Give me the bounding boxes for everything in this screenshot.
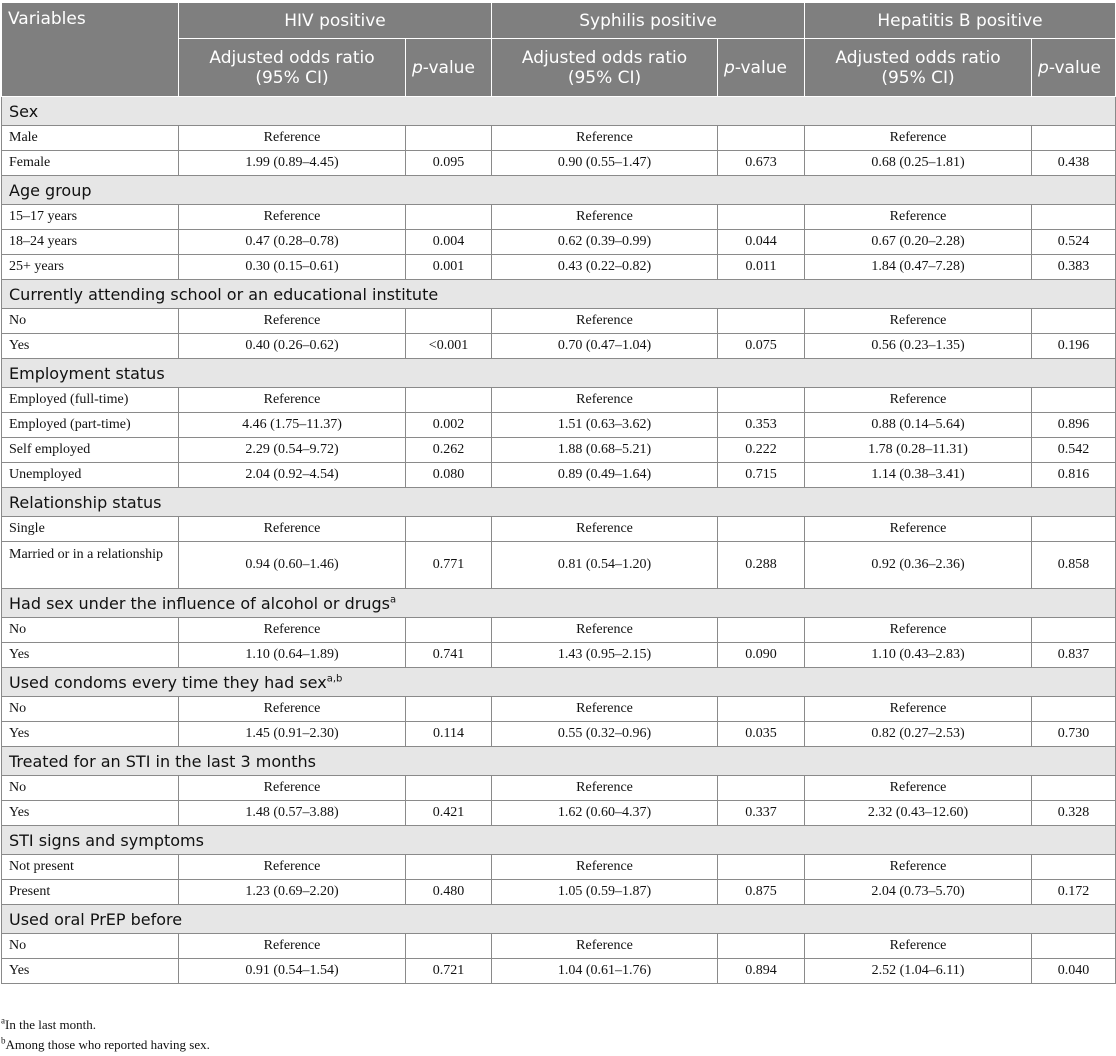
table-row	[2, 722, 1116, 747]
p-value-cell	[718, 618, 805, 643]
p-value-cell	[718, 776, 805, 801]
table-row	[2, 309, 1116, 334]
odds-ratio-cell: 1.05 (0.59–1.87)	[492, 880, 718, 905]
section-title: Employment status	[2, 359, 1116, 388]
odds-ratio-cell: 0.47 (0.28–0.78)	[179, 230, 406, 255]
odds-ratio-cell: Reference	[492, 205, 718, 230]
odds-ratio-cell: Reference	[179, 205, 406, 230]
or-header: Adjusted odds ratio (95% CI)	[179, 39, 406, 97]
p-value-cell	[1032, 517, 1116, 542]
section-header-row	[2, 176, 1116, 205]
p-value-cell: 0.816	[1032, 463, 1116, 488]
table-row	[2, 618, 1116, 643]
p-value-cell: 0.383	[1032, 255, 1116, 280]
p-value-cell: 0.044	[718, 230, 805, 255]
table-row	[2, 438, 1116, 463]
odds-ratio-cell: Reference	[805, 517, 1032, 542]
p-value-cell: 0.715	[718, 463, 805, 488]
odds-ratio-cell: 0.56 (0.23–1.35)	[805, 334, 1032, 359]
odds-ratio-cell: 0.89 (0.49–1.64)	[492, 463, 718, 488]
table-row	[2, 855, 1116, 880]
p-value-cell	[718, 205, 805, 230]
row-label: Employed (part-time)	[2, 413, 179, 438]
footnote: $^b$Among those who reported having sex.	[1, 1035, 210, 1052]
odds-ratio-cell: Reference	[492, 388, 718, 413]
row-label: Yes	[2, 801, 179, 826]
section-title: Sex	[2, 97, 1116, 126]
odds-ratio-cell: 1.10 (0.43–2.83)	[805, 643, 1032, 668]
p-value-cell: 0.222	[718, 438, 805, 463]
table-row	[2, 126, 1116, 151]
table-row	[2, 959, 1116, 984]
table-row	[2, 255, 1116, 280]
odds-ratio-cell: Reference	[805, 309, 1032, 334]
odds-ratio-cell: 2.04 (0.92–4.54)	[179, 463, 406, 488]
hepatitis-b-group-header: Hepatitis B positive	[805, 3, 1116, 39]
p-value-cell: 0.524	[1032, 230, 1116, 255]
table-body	[2, 97, 1116, 984]
section-title: Age group	[2, 176, 1116, 205]
p-value-cell	[406, 517, 492, 542]
odds-ratio-cell: Reference	[179, 388, 406, 413]
section-header-row	[2, 747, 1116, 776]
section-header-row	[2, 97, 1116, 126]
section-title: Treated for an STI in the last 3 months	[2, 747, 1116, 776]
or-header: Adjusted odds ratio (95% CI)	[492, 39, 718, 97]
odds-ratio-cell: Reference	[179, 126, 406, 151]
row-label: Yes	[2, 643, 179, 668]
odds-ratio-cell: Reference	[179, 776, 406, 801]
section-title: Had sex under the influence of alcohol or drugs$^a$	[2, 589, 1116, 618]
p-value-cell	[406, 776, 492, 801]
row-label: Self employed	[2, 438, 179, 463]
odds-ratio-cell: 0.62 (0.39–0.99)	[492, 230, 718, 255]
p-value-cell: 0.080	[406, 463, 492, 488]
row-label: No	[2, 309, 179, 334]
p-value-cell	[718, 855, 805, 880]
odds-ratio-cell: Reference	[492, 126, 718, 151]
table-row	[2, 801, 1116, 826]
table-row	[2, 643, 1116, 668]
odds-ratio-cell: 1.04 (0.61–1.76)	[492, 959, 718, 984]
odds-ratio-cell: 0.70 (0.47–1.04)	[492, 334, 718, 359]
odds-ratio-cell: 1.14 (0.38–3.41)	[805, 463, 1032, 488]
odds-ratio-cell: 0.88 (0.14–5.64)	[805, 413, 1032, 438]
odds-ratio-cell: 1.23 (0.69–2.20)	[179, 880, 406, 905]
p-value-cell	[406, 205, 492, 230]
p-value-cell: 0.894	[718, 959, 805, 984]
p-value-cell: 0.721	[406, 959, 492, 984]
p-value-cell: 0.011	[718, 255, 805, 280]
section-title: STI signs and symptoms	[2, 826, 1116, 855]
odds-ratio-cell: Reference	[805, 934, 1032, 959]
p-value-header: p-value	[1032, 39, 1116, 97]
odds-ratio-cell: 1.99 (0.89–4.45)	[179, 151, 406, 176]
odds-ratio-cell: 0.94 (0.60–1.46)	[179, 542, 406, 589]
table-header	[2, 3, 1116, 97]
odds-ratio-cell: Reference	[179, 618, 406, 643]
footnotes	[1, 1015, 210, 1055]
p-value-cell: 0.328	[1032, 801, 1116, 826]
p-value-cell	[406, 309, 492, 334]
odds-ratio-cell: Reference	[805, 205, 1032, 230]
row-label: No	[2, 618, 179, 643]
variables-header: Variables	[2, 3, 179, 97]
p-value-cell: 0.875	[718, 880, 805, 905]
row-label: Present	[2, 880, 179, 905]
section-header-row	[2, 826, 1116, 855]
odds-ratio-cell: Reference	[492, 776, 718, 801]
odds-ratio-cell: 0.43 (0.22–0.82)	[492, 255, 718, 280]
table-row	[2, 205, 1116, 230]
p-value-cell	[1032, 309, 1116, 334]
p-value-cell	[1032, 697, 1116, 722]
p-value-cell: 0.196	[1032, 334, 1116, 359]
odds-ratio-cell: 0.91 (0.54–1.54)	[179, 959, 406, 984]
row-label: 15–17 years	[2, 205, 179, 230]
odds-ratio-cell: 0.40 (0.26–0.62)	[179, 334, 406, 359]
odds-ratio-cell: Reference	[179, 855, 406, 880]
odds-ratio-cell: 1.45 (0.91–2.30)	[179, 722, 406, 747]
p-value-cell	[406, 388, 492, 413]
section-header-row	[2, 905, 1116, 934]
odds-ratio-cell: 0.67 (0.20–2.28)	[805, 230, 1032, 255]
odds-ratio-cell: 0.90 (0.55–1.47)	[492, 151, 718, 176]
odds-ratio-cell: Reference	[179, 517, 406, 542]
table-row	[2, 463, 1116, 488]
odds-ratio-cell: Reference	[179, 309, 406, 334]
odds-ratio-cell: 1.51 (0.63–3.62)	[492, 413, 718, 438]
table-row	[2, 388, 1116, 413]
odds-ratio-cell: Reference	[805, 388, 1032, 413]
p-value-cell: 0.075	[718, 334, 805, 359]
table-row	[2, 880, 1116, 905]
or-header: Adjusted odds ratio (95% CI)	[805, 39, 1032, 97]
odds-ratio-cell: 2.04 (0.73–5.70)	[805, 880, 1032, 905]
odds-ratio-cell: 0.82 (0.27–2.53)	[805, 722, 1032, 747]
p-value-cell: 0.288	[718, 542, 805, 589]
table-row	[2, 776, 1116, 801]
row-label: 18–24 years	[2, 230, 179, 255]
p-value-cell: 0.542	[1032, 438, 1116, 463]
p-value-cell: 0.262	[406, 438, 492, 463]
row-label: Employed (full-time)	[2, 388, 179, 413]
section-header-row	[2, 488, 1116, 517]
footnote-mark: a	[389, 594, 397, 606]
p-value-cell: 0.095	[406, 151, 492, 176]
row-label: Not present	[2, 855, 179, 880]
hiv-group-header: HIV positive	[179, 3, 492, 39]
p-value-cell: 0.035	[718, 722, 805, 747]
p-value-cell: <0.001	[406, 334, 492, 359]
row-label: No	[2, 697, 179, 722]
p-value-header: p-value	[718, 39, 805, 97]
odds-ratio-cell: 1.48 (0.57–3.88)	[179, 801, 406, 826]
p-value-cell: 0.172	[1032, 880, 1116, 905]
odds-ratio-cell: 1.84 (0.47–7.28)	[805, 255, 1032, 280]
odds-ratio-cell: Reference	[805, 697, 1032, 722]
p-value-cell	[1032, 388, 1116, 413]
p-value-cell: 0.771	[406, 542, 492, 589]
header-row-groups	[2, 3, 1116, 39]
p-value-cell: 0.090	[718, 643, 805, 668]
section-title: Used oral PrEP before	[2, 905, 1116, 934]
row-label: No	[2, 776, 179, 801]
odds-ratio-cell: Reference	[179, 697, 406, 722]
odds-ratio-cell: 4.46 (1.75–11.37)	[179, 413, 406, 438]
section-header-row	[2, 280, 1116, 309]
section-header-row	[2, 589, 1116, 618]
p-value-cell: 0.040	[1032, 959, 1116, 984]
row-label: Unemployed	[2, 463, 179, 488]
table-row	[2, 413, 1116, 438]
odds-ratio-cell: Reference	[492, 697, 718, 722]
row-label: Yes	[2, 334, 179, 359]
p-value-cell: 0.858	[1032, 542, 1116, 589]
odds-ratio-cell: 2.32 (0.43–12.60)	[805, 801, 1032, 826]
row-label: Yes	[2, 959, 179, 984]
table-row	[2, 517, 1116, 542]
odds-ratio-cell: Reference	[805, 855, 1032, 880]
p-value-cell: 0.004	[406, 230, 492, 255]
section-header-row	[2, 668, 1116, 697]
p-value-cell: 0.002	[406, 413, 492, 438]
row-label: No	[2, 934, 179, 959]
p-value-cell	[406, 855, 492, 880]
p-value-cell: 0.896	[1032, 413, 1116, 438]
table-row	[2, 934, 1116, 959]
table-row	[2, 542, 1116, 589]
row-label: Yes	[2, 722, 179, 747]
p-value-cell: 0.438	[1032, 151, 1116, 176]
odds-ratio-cell: 0.55 (0.32–0.96)	[492, 722, 718, 747]
section-title: Currently attending school or an educational institute	[2, 280, 1116, 309]
row-label: Married or in a relationship	[2, 542, 179, 589]
odds-ratio-cell: Reference	[179, 934, 406, 959]
p-value-cell	[406, 697, 492, 722]
row-label: Female	[2, 151, 179, 176]
odds-ratio-cell: Reference	[492, 855, 718, 880]
odds-ratio-cell: Reference	[492, 517, 718, 542]
odds-ratio-cell: 1.88 (0.68–5.21)	[492, 438, 718, 463]
odds-ratio-cell: Reference	[805, 618, 1032, 643]
p-value-cell: 0.353	[718, 413, 805, 438]
p-value-cell	[718, 517, 805, 542]
odds-ratio-cell: Reference	[492, 934, 718, 959]
p-value-cell	[718, 309, 805, 334]
odds-ratio-cell: Reference	[805, 126, 1032, 151]
p-value-cell	[1032, 205, 1116, 230]
p-value-cell: 0.337	[718, 801, 805, 826]
odds-ratio-cell: 0.30 (0.15–0.61)	[179, 255, 406, 280]
p-value-cell	[406, 618, 492, 643]
odds-ratio-cell: Reference	[492, 618, 718, 643]
odds-ratio-cell: 0.81 (0.54–1.20)	[492, 542, 718, 589]
table-row	[2, 230, 1116, 255]
section-title: Used condoms every time they had sex$^{a,b}$	[2, 668, 1116, 697]
odds-ratio-cell: 2.52 (1.04–6.11)	[805, 959, 1032, 984]
footnote-mark: a,b	[326, 673, 343, 685]
p-value-cell	[718, 934, 805, 959]
p-value-cell	[1032, 934, 1116, 959]
table-row	[2, 697, 1116, 722]
p-value-cell	[406, 934, 492, 959]
syphilis-group-header: Syphilis positive	[492, 3, 805, 39]
p-value-cell: 0.480	[406, 880, 492, 905]
p-value-cell	[1032, 126, 1116, 151]
footnote: $^a$In the last month.	[1, 1015, 96, 1032]
row-label: 25+ years	[2, 255, 179, 280]
p-value-cell	[1032, 855, 1116, 880]
p-value-cell	[1032, 776, 1116, 801]
row-label: Single	[2, 517, 179, 542]
p-value-cell: 0.421	[406, 801, 492, 826]
odds-ratio-cell: 1.78 (0.28–11.31)	[805, 438, 1032, 463]
table-row	[2, 151, 1116, 176]
odds-ratio-table	[1, 2, 1116, 984]
odds-ratio-cell: Reference	[805, 776, 1032, 801]
p-value-cell	[406, 126, 492, 151]
odds-ratio-cell: 2.29 (0.54–9.72)	[179, 438, 406, 463]
p-value-cell	[718, 388, 805, 413]
section-title: Relationship status	[2, 488, 1116, 517]
p-value-cell: 0.673	[718, 151, 805, 176]
odds-ratio-cell: 0.68 (0.25–1.81)	[805, 151, 1032, 176]
p-value-cell: 0.114	[406, 722, 492, 747]
p-value-cell: 0.741	[406, 643, 492, 668]
p-value-cell	[1032, 618, 1116, 643]
row-label: Male	[2, 126, 179, 151]
p-value-cell	[718, 126, 805, 151]
odds-ratio-cell: 1.43 (0.95–2.15)	[492, 643, 718, 668]
section-header-row	[2, 359, 1116, 388]
p-value-cell: 0.730	[1032, 722, 1116, 747]
odds-ratio-cell: 1.62 (0.60–4.37)	[492, 801, 718, 826]
odds-ratio-cell: Reference	[492, 309, 718, 334]
odds-ratio-cell: 0.92 (0.36–2.36)	[805, 542, 1032, 589]
p-value-header: p-value	[406, 39, 492, 97]
p-value-cell: 0.001	[406, 255, 492, 280]
odds-ratio-cell: 1.10 (0.64–1.89)	[179, 643, 406, 668]
p-value-cell	[718, 697, 805, 722]
p-value-cell: 0.837	[1032, 643, 1116, 668]
table-row	[2, 334, 1116, 359]
